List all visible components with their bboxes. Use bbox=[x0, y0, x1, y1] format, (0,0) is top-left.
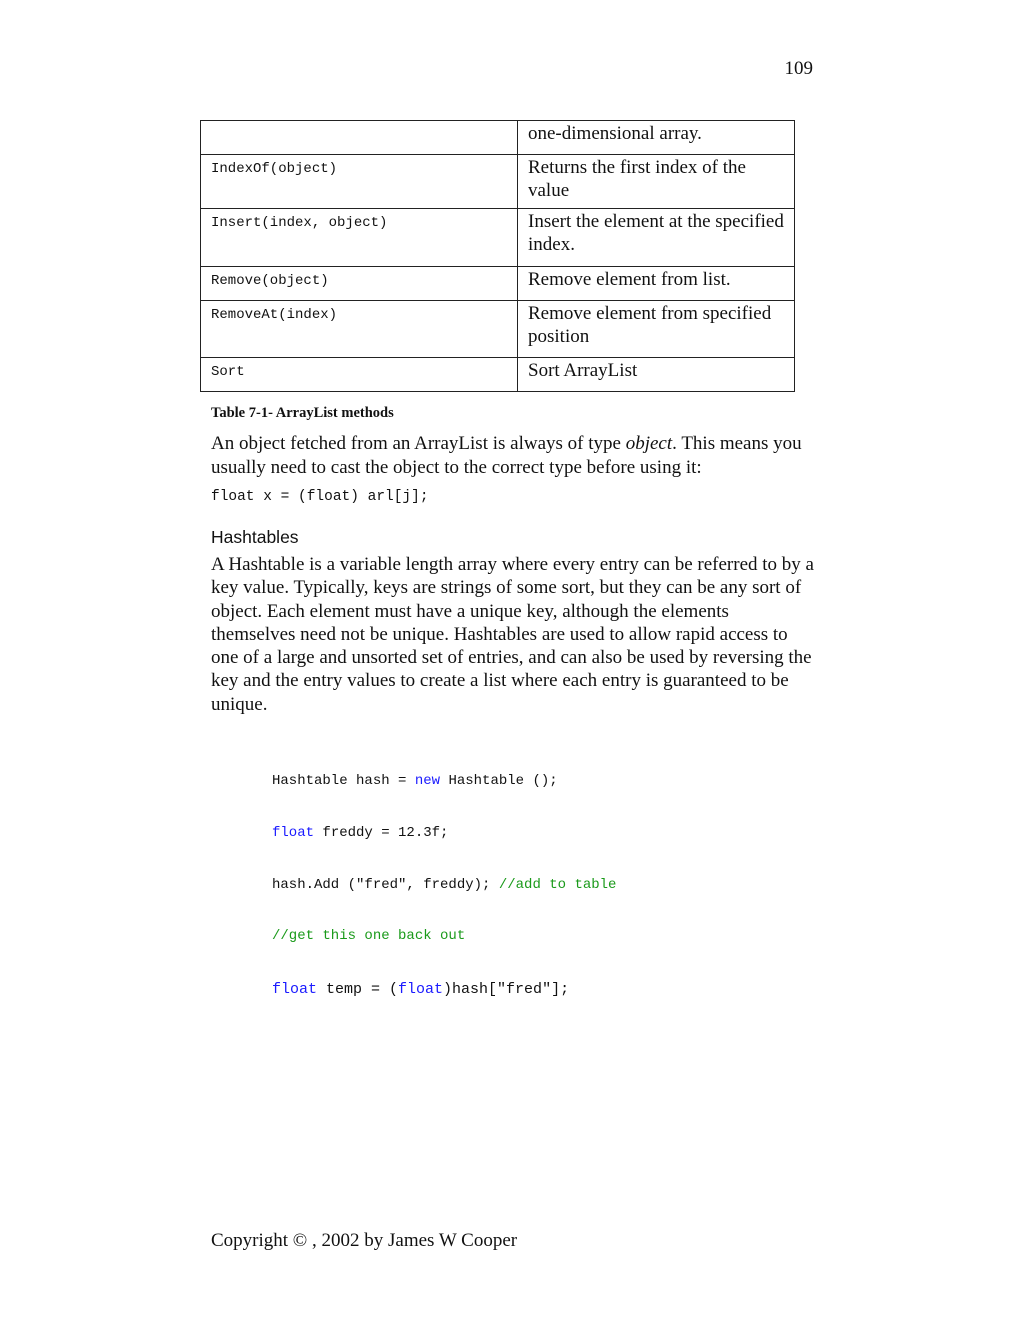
table-row bbox=[201, 301, 795, 358]
description-cell: Returns the first index of the value bbox=[518, 155, 795, 209]
table-caption: Table 7-1- ArrayList methods bbox=[211, 405, 394, 421]
arraylist-methods-table bbox=[200, 120, 795, 392]
description-cell: Sort ArrayList bbox=[518, 358, 795, 392]
code-keyword: float bbox=[272, 980, 318, 998]
code-line bbox=[272, 980, 616, 1000]
method-cell: RemoveAt(index) bbox=[201, 301, 518, 358]
description-cell: Remove element from list. bbox=[518, 267, 795, 301]
code-block bbox=[272, 739, 616, 1017]
table-row bbox=[201, 121, 795, 155]
code-keyword: float bbox=[398, 980, 444, 998]
code-line bbox=[272, 825, 616, 842]
code-text: temp = ( bbox=[317, 980, 399, 998]
code-keyword: new bbox=[414, 773, 441, 790]
code-keyword: float bbox=[272, 825, 315, 842]
code-text: hash.Add ("fred", freddy); bbox=[272, 876, 499, 893]
table-row bbox=[201, 209, 795, 267]
method-cell bbox=[201, 121, 518, 155]
page-number: 109 bbox=[784, 58, 813, 79]
description-cell: Insert the element at the specified index. bbox=[518, 209, 795, 267]
italic-type-name: object bbox=[625, 433, 673, 454]
paragraph-hashtables: A Hashtable is a variable length array where every entry can be referred to by a key value. Typically, keys are strings of some sort, but they can be any sort of object. Each element must have a unique key, although the elements themselves need not be unique. Hashtables are used to allow rapid access to one of a large and unsorted set of entries, and can also be used by reversing the key and the entry values to create a list where each entry is guaranteed to be unique. bbox=[211, 554, 814, 715]
method-cell: IndexOf(object) bbox=[201, 155, 518, 209]
code-line bbox=[272, 928, 616, 945]
code-comment: //get this one back out bbox=[272, 928, 466, 945]
table-row bbox=[201, 155, 795, 209]
description-cell: one-dimensional array. bbox=[518, 121, 795, 155]
method-cell: Remove(object) bbox=[201, 267, 518, 301]
paragraph-text: . This means you usually need to cast the object to the correct type before using it: bbox=[211, 433, 802, 478]
code-text: Hashtable (); bbox=[440, 773, 558, 790]
method-cell: Insert(index, object) bbox=[201, 209, 518, 267]
paragraph-text: An object fetched from an ArrayList is always of type bbox=[211, 433, 626, 454]
table-row bbox=[201, 267, 795, 301]
section-heading: Hashtables bbox=[211, 527, 299, 547]
code-text: )hash["fred"]; bbox=[443, 980, 570, 998]
method-cell: Sort bbox=[201, 358, 518, 392]
code-comment: //add to table bbox=[498, 876, 617, 893]
code-line bbox=[272, 773, 616, 790]
description-cell: Remove element from specified position bbox=[518, 301, 795, 358]
table-row bbox=[201, 358, 795, 392]
paragraph-arraylist-cast bbox=[211, 432, 816, 479]
copyright-footer: Copyright © , 2002 by James W Cooper bbox=[211, 1230, 518, 1251]
code-text: freddy = 12.3f; bbox=[314, 825, 449, 842]
inline-code-sample: float x = (float) arl[j]; bbox=[211, 489, 429, 505]
code-line bbox=[272, 877, 616, 894]
code-text: Hashtable hash = bbox=[272, 773, 415, 790]
